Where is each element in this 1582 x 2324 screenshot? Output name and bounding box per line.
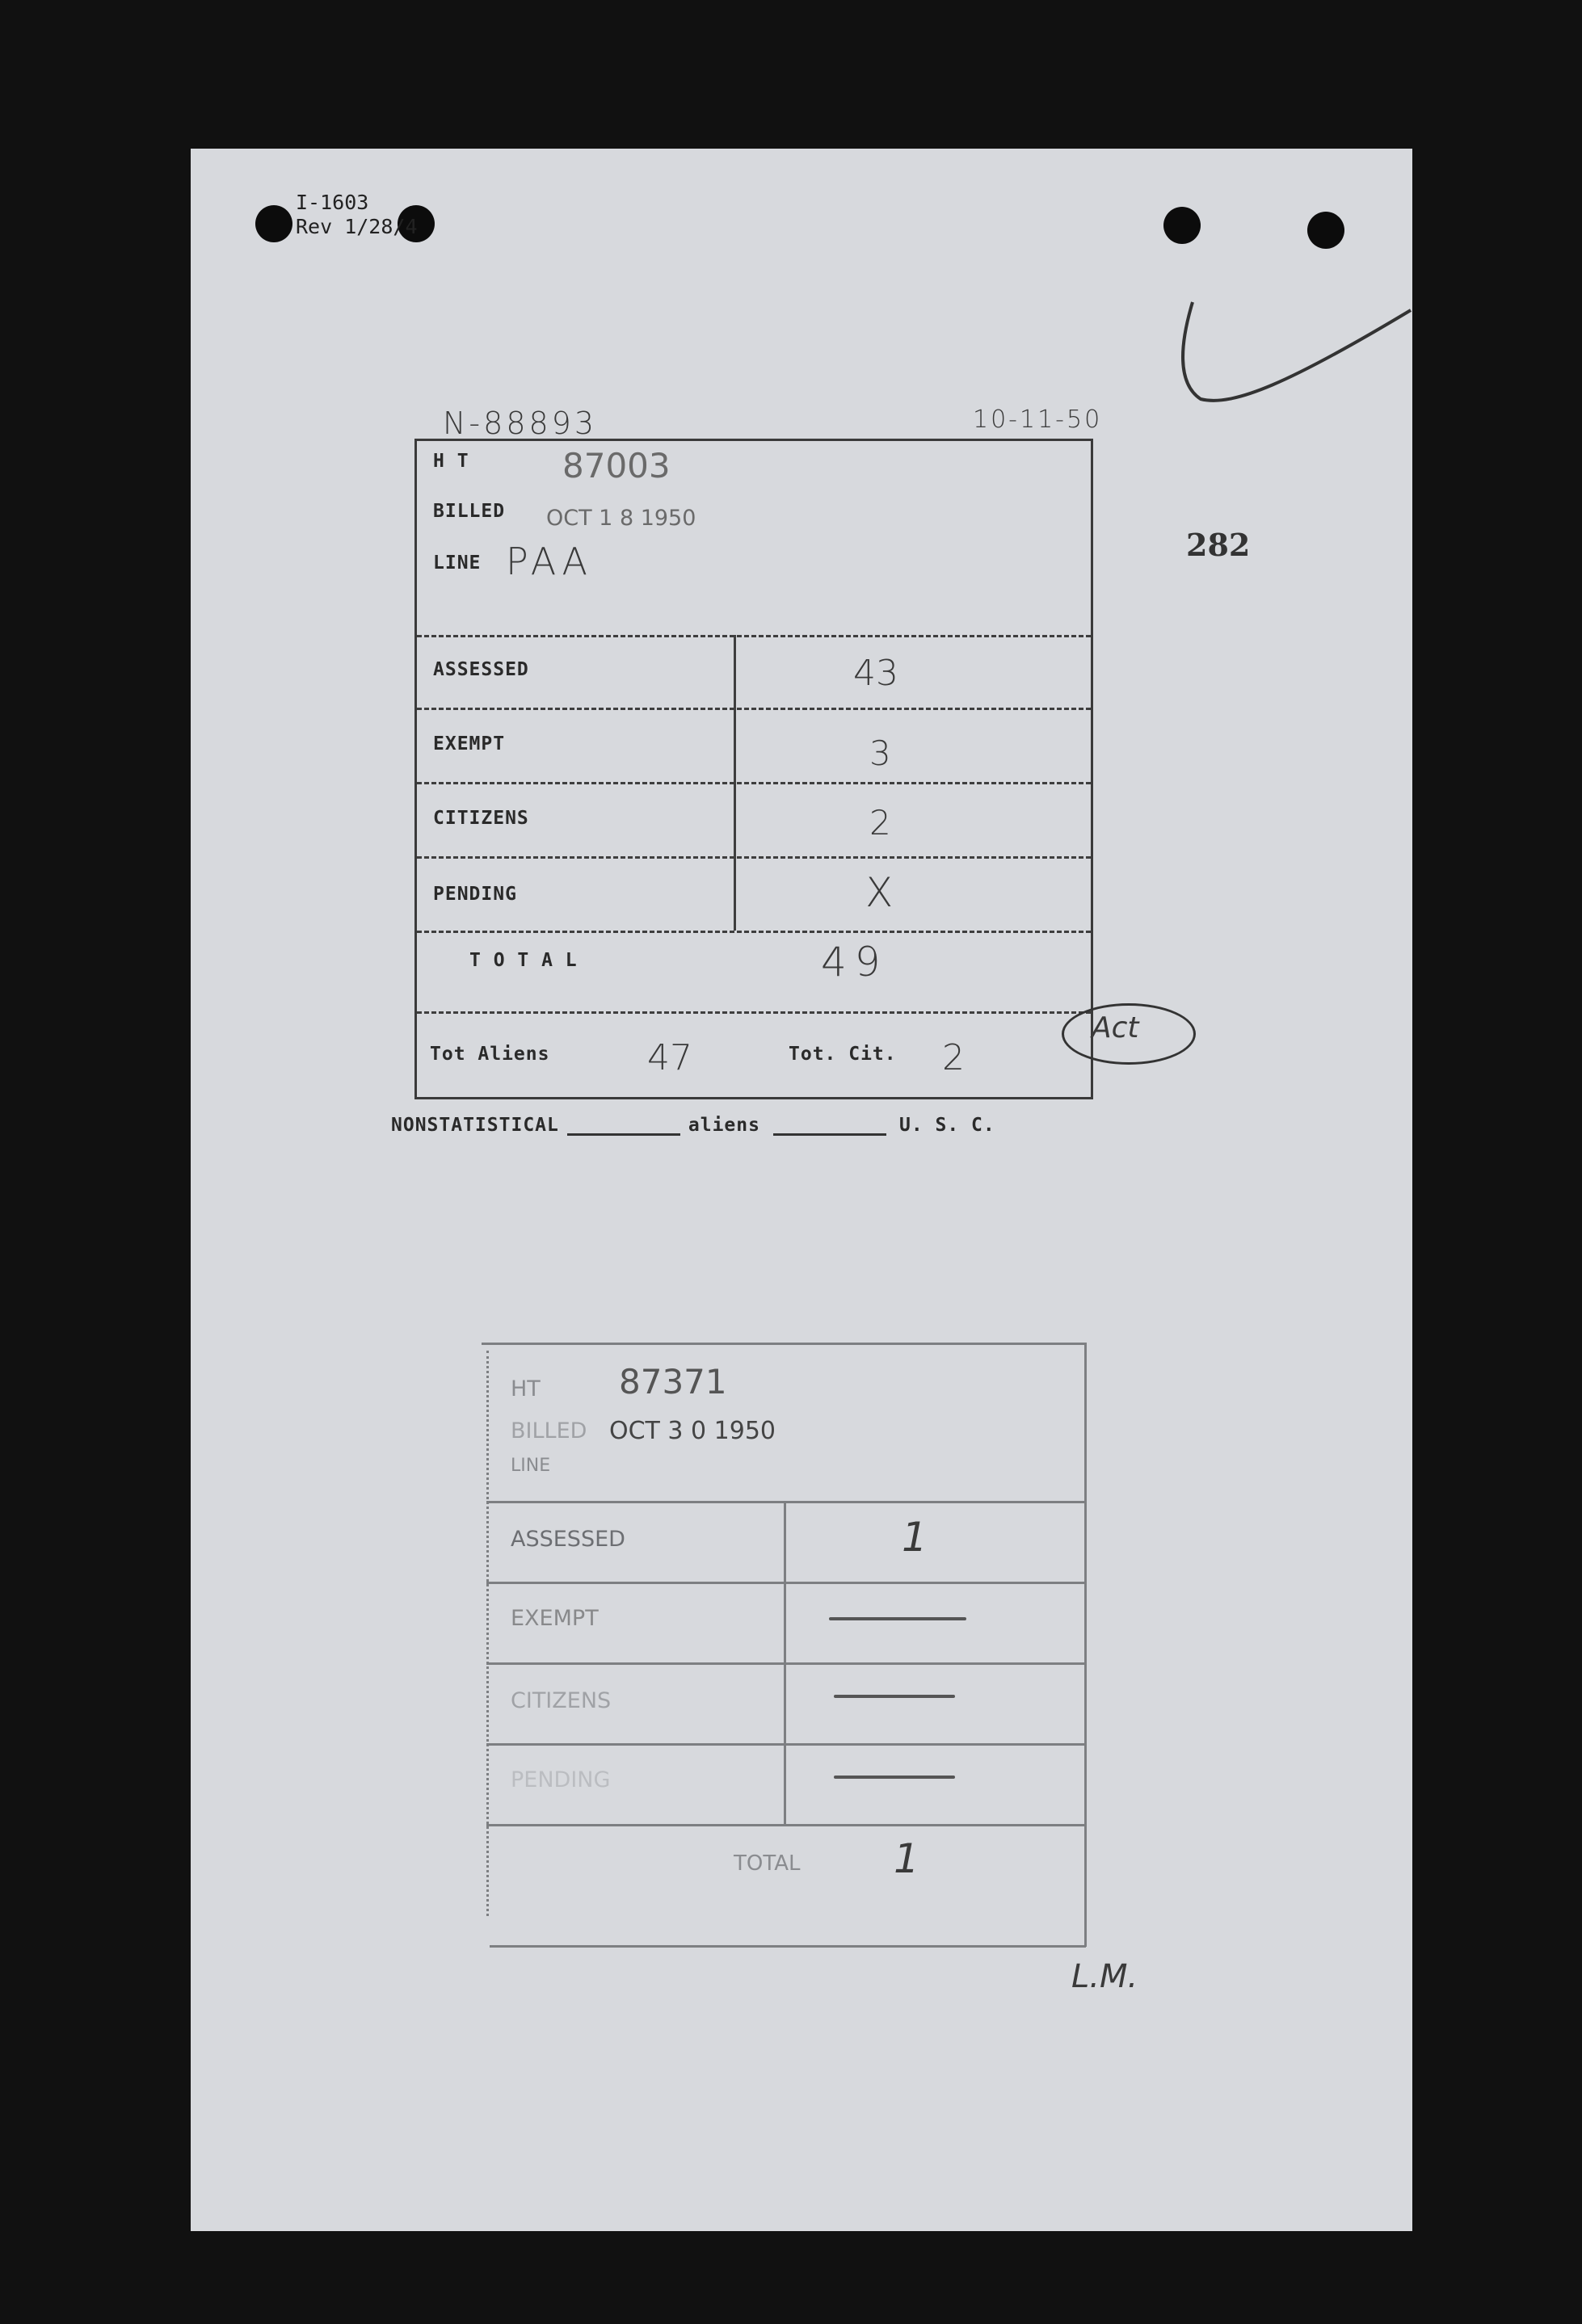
total-value-2: 1 xyxy=(894,1835,919,1882)
tot-cit-value: 2 xyxy=(942,1037,965,1078)
billed-stamp-2: OCT 3 0 1950 xyxy=(609,1417,776,1445)
pending-label: PENDING xyxy=(433,884,517,905)
bottom-initials: L.M. xyxy=(1071,1958,1138,1995)
tot-aliens-label: Tot Aliens xyxy=(430,1044,550,1065)
citizens-dash xyxy=(834,1695,955,1698)
form-code-line1: I-1603 xyxy=(296,191,369,214)
check-mark-icon xyxy=(1176,294,1419,423)
assessed-label: ASSESSED xyxy=(433,659,529,680)
assessed-value: 43 xyxy=(853,653,898,694)
ht-label-2: HT xyxy=(511,1376,541,1402)
row-divider xyxy=(417,708,1091,710)
card-border-left xyxy=(486,1351,489,1916)
aliens-label: aliens xyxy=(688,1115,760,1136)
row-divider xyxy=(417,931,1091,933)
row-divider xyxy=(486,1662,1086,1665)
pending-dash xyxy=(834,1776,955,1779)
total-label: T O T A L xyxy=(469,950,578,971)
line-label-2: LINE xyxy=(511,1456,551,1476)
tot-cit-label: Tot. Cit. xyxy=(789,1044,897,1065)
form-code xyxy=(263,191,418,239)
exempt-label-2: EXEMPT xyxy=(511,1606,599,1631)
reviewer-initials: Act xyxy=(1092,1011,1139,1044)
punch-hole xyxy=(1307,212,1344,249)
row-divider xyxy=(417,1011,1091,1014)
billed-label-2: BILLED xyxy=(511,1418,587,1444)
row-divider xyxy=(486,1824,1086,1826)
row-divider xyxy=(417,635,1091,637)
line-label: LINE xyxy=(433,553,482,574)
citizens-label: CITIZENS xyxy=(433,808,529,829)
tot-aliens-value: 47 xyxy=(647,1037,692,1078)
page-number: 282 xyxy=(1186,527,1251,563)
row-divider xyxy=(417,782,1091,784)
assessed-value-2: 1 xyxy=(902,1514,928,1561)
pending-label-2: PENDING xyxy=(511,1767,611,1792)
document-page xyxy=(191,149,1412,2231)
line-value: PAA xyxy=(506,540,593,583)
exempt-label: EXEMPT xyxy=(433,733,506,754)
file-number: N-88893 xyxy=(443,406,598,441)
record-date: 10-11-50 xyxy=(973,406,1103,434)
exempt-dash xyxy=(829,1617,966,1620)
exempt-value: 3 xyxy=(869,733,891,773)
form-code-line2: Rev 1/28/4 xyxy=(296,215,418,238)
card-border-right xyxy=(1084,1343,1087,1947)
ht-value: 87003 xyxy=(562,446,671,485)
punch-hole xyxy=(1163,207,1201,244)
row-divider xyxy=(417,856,1091,859)
citizens-value: 2 xyxy=(869,803,891,843)
usc-label: U. S. C. xyxy=(898,1115,995,1136)
total-value: 49 xyxy=(821,939,889,985)
row-divider xyxy=(486,1501,1086,1503)
ht-label: H T xyxy=(433,451,469,472)
pending-value: X xyxy=(865,869,894,916)
billed-label: BILLED xyxy=(433,501,506,522)
card-border-bottom xyxy=(490,1945,1086,1948)
assessed-label-2: ASSESSED xyxy=(511,1527,625,1552)
top-record-card xyxy=(414,439,1093,1099)
nonstatistical-line xyxy=(391,1115,995,1136)
row-divider xyxy=(486,1582,1086,1584)
ht-value-2: 87371 xyxy=(619,1362,727,1402)
nonstatistical-label: NONSTATISTICAL xyxy=(391,1115,559,1136)
row-divider xyxy=(486,1743,1086,1746)
card-border-top xyxy=(482,1343,1086,1345)
column-divider xyxy=(734,635,736,931)
total-label-2: TOTAL xyxy=(734,1851,801,1876)
bottom-record-card xyxy=(482,1343,1097,1958)
billed-stamp: OCT 1 8 1950 xyxy=(546,506,696,531)
column-divider xyxy=(784,1501,786,1824)
citizens-label-2: CITIZENS xyxy=(511,1688,612,1713)
